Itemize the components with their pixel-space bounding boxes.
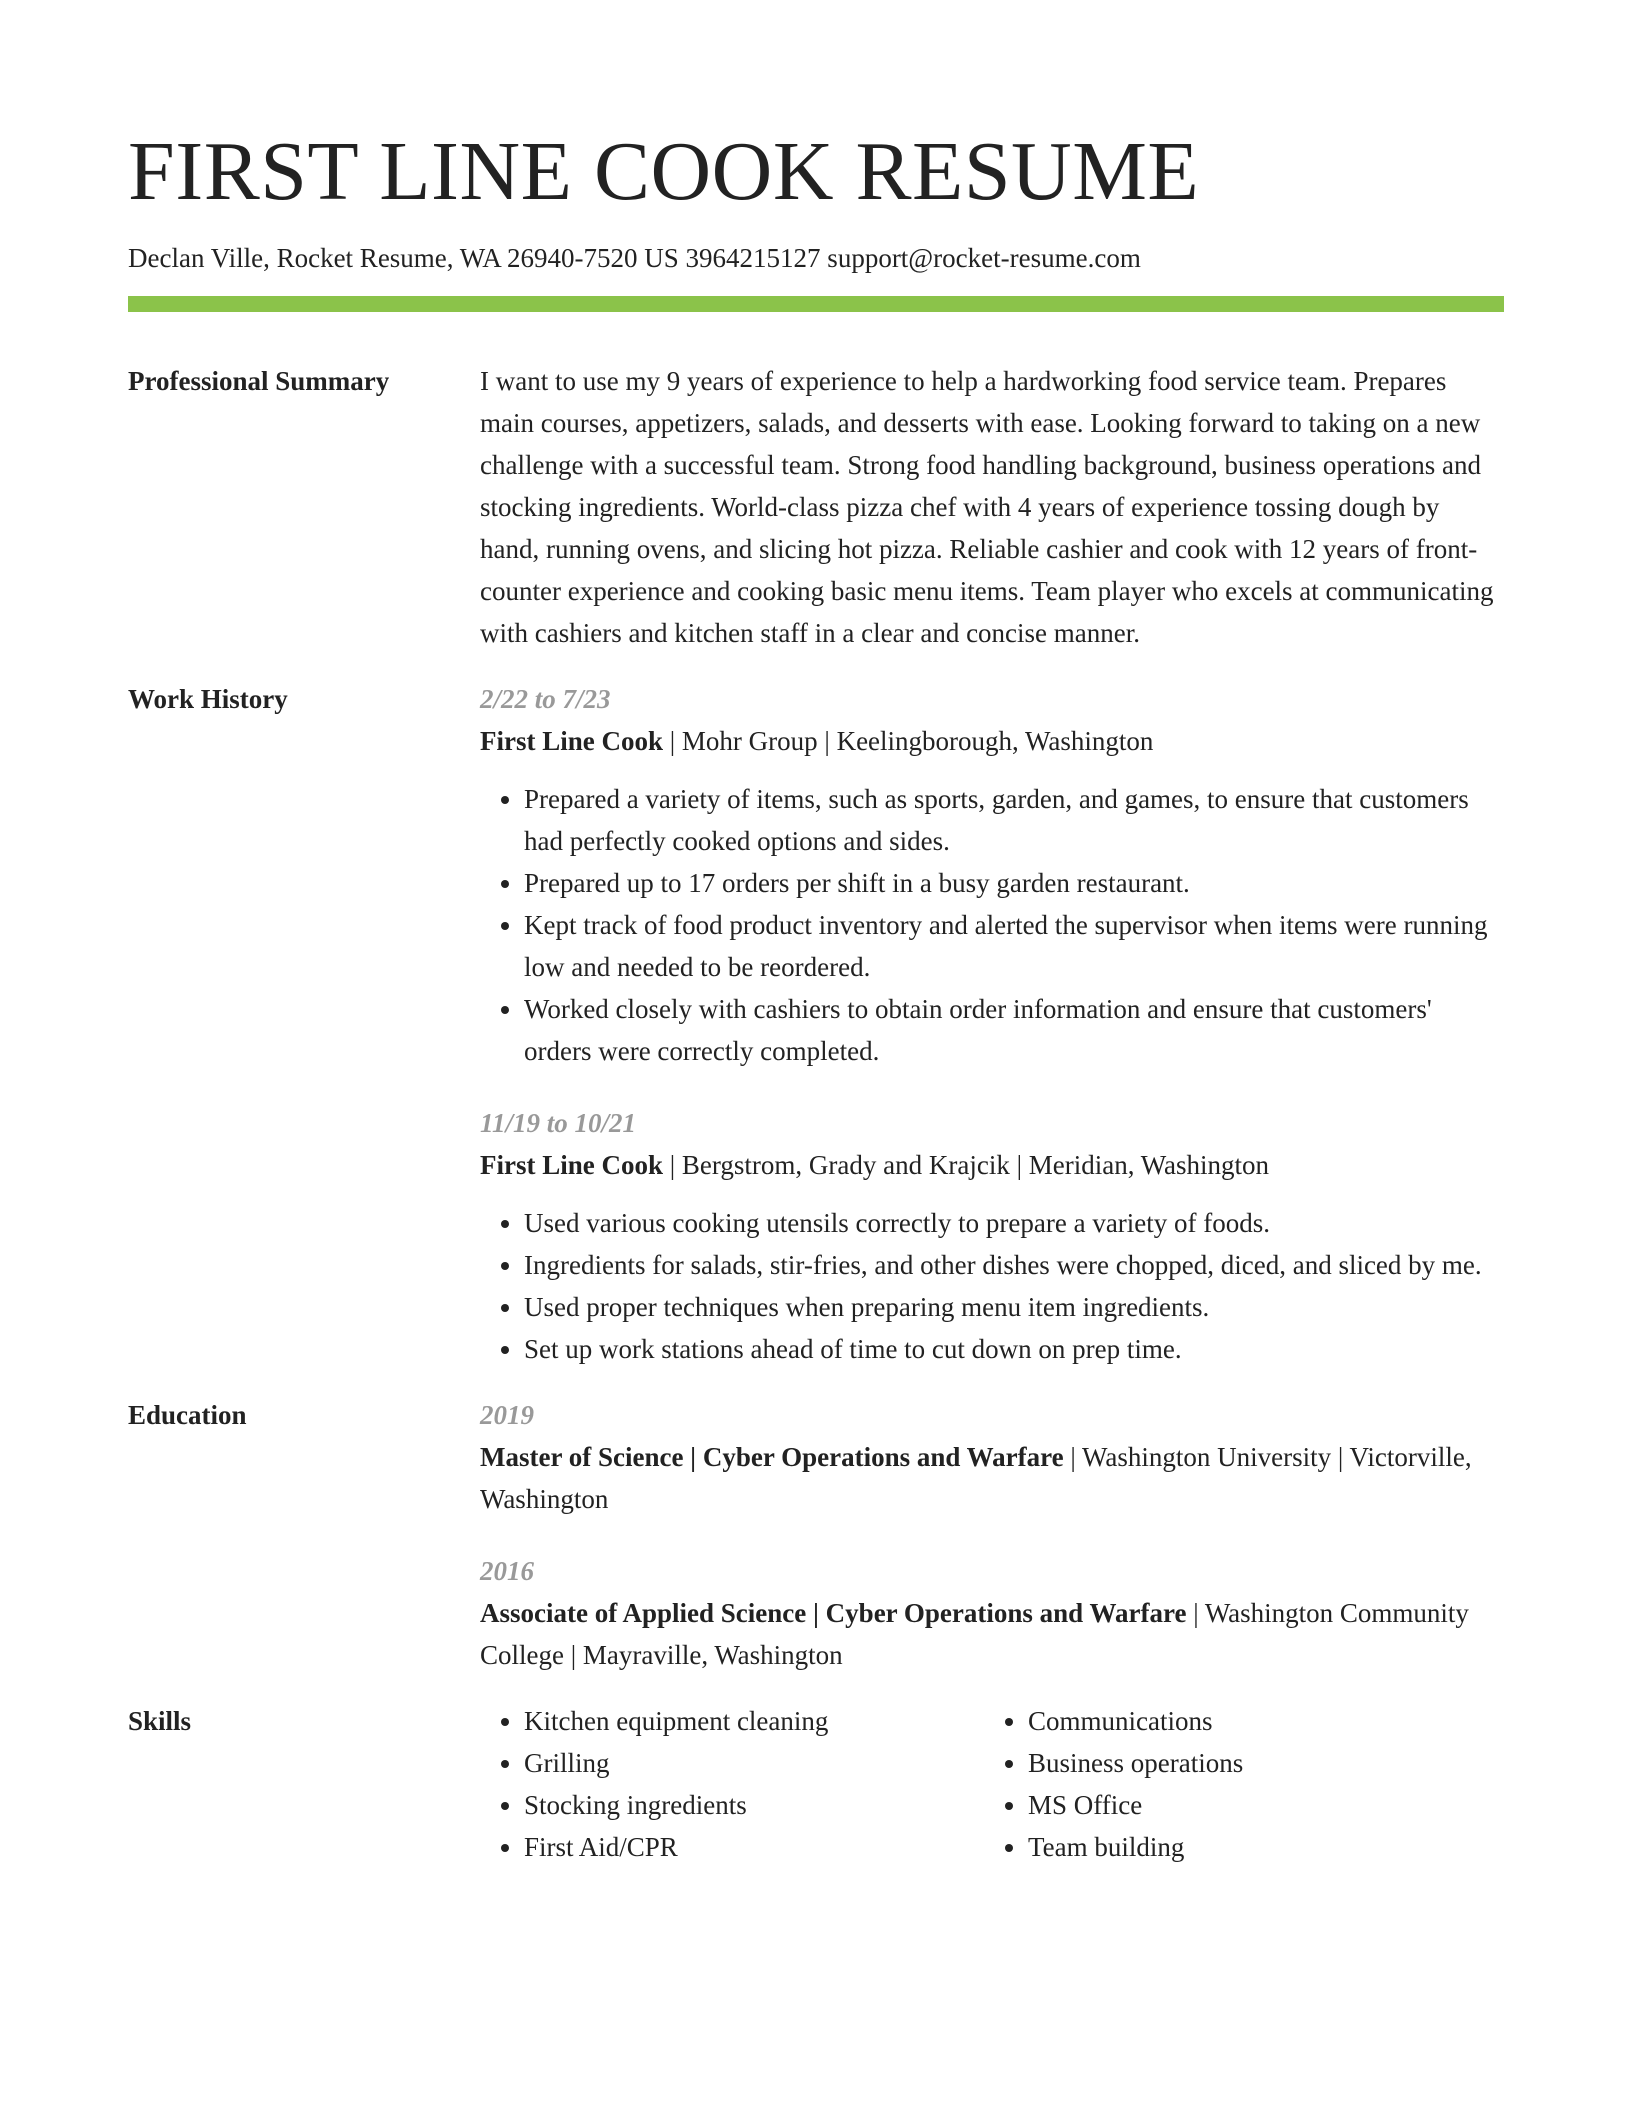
job-duty: • Prepared a variety of items, such as sports, garden, and games, to ensure that customers had perfectly cooked options and sides. bbox=[524, 778, 1504, 862]
education-entry bbox=[480, 1550, 1504, 1676]
job-duty: • Set up work stations ahead of time to cut down on prep time. bbox=[524, 1328, 1504, 1370]
job-details: | Mohr Group | Keelingborough, Washington bbox=[663, 726, 1154, 756]
summary-label: Professional Summary bbox=[128, 366, 390, 396]
skills-section bbox=[128, 1700, 1504, 1868]
resume-page bbox=[128, 118, 1504, 1868]
education-section bbox=[128, 1394, 1504, 1676]
job-duty: • Used various cooking utensils correctly to prepare a variety of foods. bbox=[524, 1202, 1504, 1244]
job-duty: • Used proper techniques when preparing menu item ingredients. bbox=[524, 1286, 1504, 1328]
job-date: 2/22 to 7/23 bbox=[480, 684, 611, 714]
job-duty: • Kept track of food product inventory and alerted the supervisor when items were running low and needed to be reordered. bbox=[524, 904, 1504, 988]
job-entry bbox=[480, 678, 1504, 1072]
summary-section bbox=[128, 360, 1504, 654]
skill-item: • Stocking ingredients bbox=[524, 1784, 984, 1826]
accent-rule bbox=[128, 296, 1504, 312]
skill-item: • First Aid/CPR bbox=[524, 1826, 984, 1868]
skill-item: • Kitchen equipment cleaning bbox=[524, 1700, 984, 1742]
job-duties bbox=[480, 778, 1504, 1072]
school-details: | Washington Community College | Mayraville, Washington bbox=[480, 1598, 1469, 1670]
job-title: First Line Cook bbox=[480, 726, 664, 756]
job-duties bbox=[480, 1202, 1504, 1370]
skills-list-left bbox=[480, 1700, 984, 1868]
work-history-label: Work History bbox=[128, 684, 288, 714]
job-duty: • Worked closely with cashiers to obtain order information and ensure that customers' orders were correctly completed. bbox=[524, 988, 1504, 1072]
work-history-section bbox=[128, 678, 1504, 1370]
job-title: First Line Cook bbox=[480, 1150, 664, 1180]
school-details: | Washington University | Victorville, Washington bbox=[480, 1442, 1472, 1514]
skill-item: • Business operations bbox=[1028, 1742, 1488, 1784]
skills-label: Skills bbox=[128, 1706, 192, 1736]
skill-item: • Grilling bbox=[524, 1742, 984, 1784]
job-details: | Bergstrom, Grady and Krajcik | Meridian, Washington bbox=[663, 1150, 1270, 1180]
job-heading bbox=[480, 720, 1504, 762]
summary-text: I want to use my 9 years of experience to help a hardworking food service team. Prepares main courses, appetizers, salads, and desserts with ease. Looking forward to taking on a new challenge with a successful team. Strong food handling background, business operations and stocking ingredients. World-class pizza chef with 4 years of experience tossing dough by hand, running ovens, and slicing hot pizza. Reliable cashier and cook with 12 years of front-counter experience and cooking basic menu items. Team player who excels at communicating with cashiers and kitchen staff in a clear and concise manner. bbox=[480, 366, 1494, 648]
education-label: Education bbox=[128, 1400, 247, 1430]
job-duty: • Prepared up to 17 orders per shift in a busy garden restaurant. bbox=[524, 862, 1504, 904]
job-heading bbox=[480, 1144, 1504, 1186]
resume-title: FIRST LINE COOK RESUME bbox=[128, 125, 1200, 218]
education-heading bbox=[480, 1592, 1504, 1676]
contact-line: Declan Ville, Rocket Resume, WA 26940-7520 US 3964215127 support@rocket-resume.com bbox=[128, 243, 1141, 273]
degree-name: Associate of Applied Science | Cyber Operations and Warfare bbox=[480, 1598, 1187, 1628]
education-date: 2016 bbox=[480, 1556, 534, 1586]
skill-item: • Team building bbox=[1028, 1826, 1488, 1868]
degree-name: Master of Science | Cyber Operations and Warfare bbox=[480, 1442, 1064, 1472]
skill-item: • MS Office bbox=[1028, 1784, 1488, 1826]
skills-list-right bbox=[984, 1700, 1488, 1868]
skills-columns bbox=[480, 1700, 1504, 1868]
education-date: 2019 bbox=[480, 1400, 534, 1430]
job-date: 11/19 to 10/21 bbox=[480, 1108, 637, 1138]
education-entry bbox=[480, 1394, 1504, 1520]
skill-item: • Communications bbox=[1028, 1700, 1488, 1742]
job-entry bbox=[480, 1102, 1504, 1370]
job-duty: • Ingredients for salads, stir-fries, and other dishes were chopped, diced, and sliced by me. bbox=[524, 1244, 1504, 1286]
education-heading bbox=[480, 1436, 1504, 1520]
